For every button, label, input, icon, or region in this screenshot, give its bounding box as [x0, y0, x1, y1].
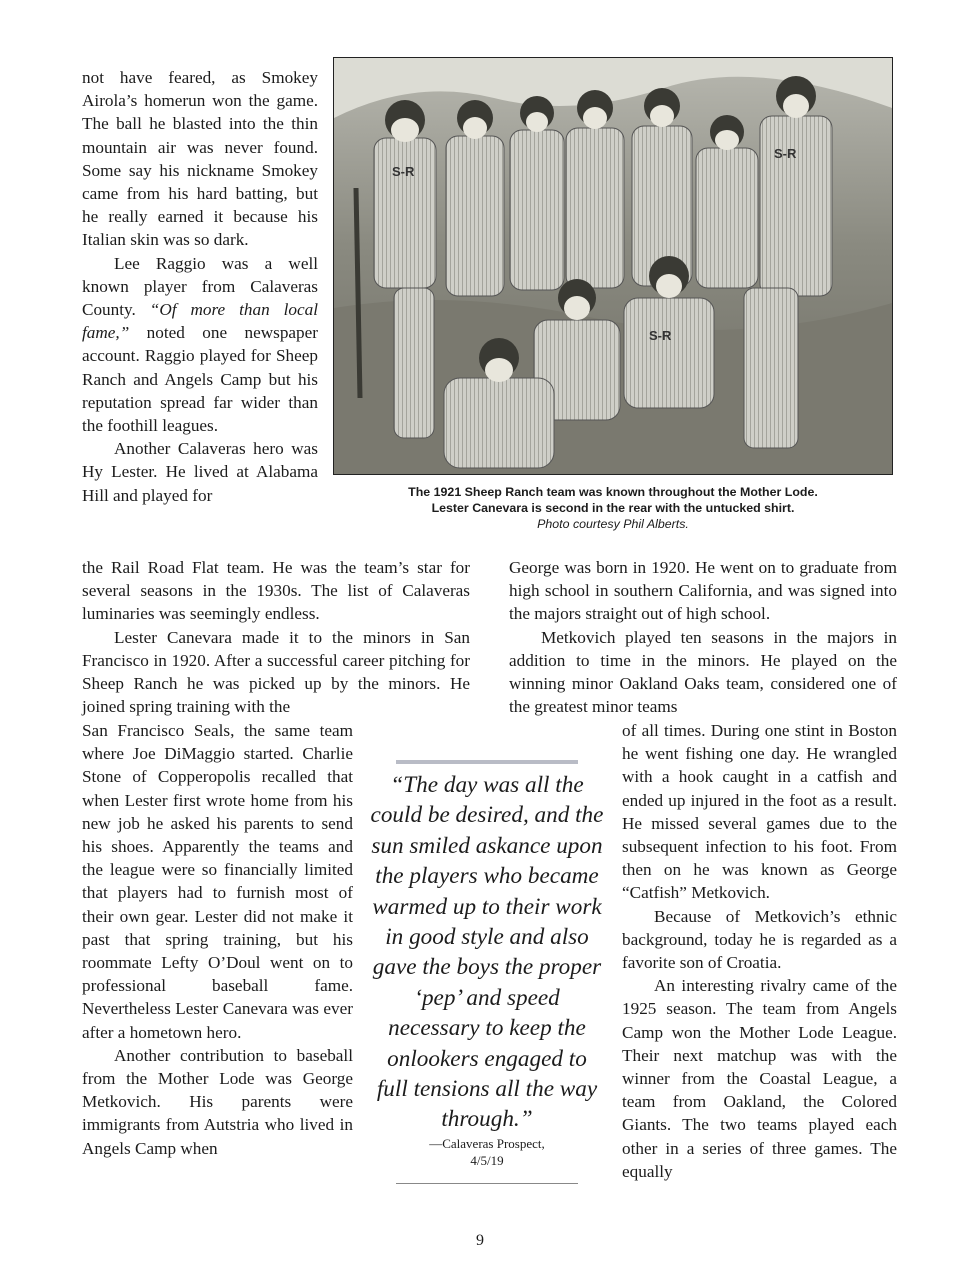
paragraph-rivalry: An interesting rivalry came of the 1925 season. The team from Angels Camp won the Mother Lode League. Their next matchup was with the winner from the Coastal League, a team from Oakland, the Colored Giants. The two teams played each other in a series of three games. The equally	[622, 976, 897, 1181]
paragraph-smokey-airola: not have feared, as Smokey Airola’s homerun won the game. The ball he blasted into the thin mountain air was never found. Some say his nickname Smokey came from his hard batting, but he really earned it because his Italian skin was so dark.	[82, 68, 318, 250]
body-text-right-top	[509, 556, 897, 718]
pullquote-source	[396, 1135, 578, 1169]
jersey-label-3: S-R	[649, 328, 672, 343]
raggio-quote: “Of more than local fame,”	[82, 300, 319, 343]
raggio-text-2: noted one newspaper account. Raggio played for Sheep Ranch and Angels Camp but his reputation spread far wider than the foothill leagues.	[82, 323, 318, 436]
paragraph-metkovich-majors-cont: of all times. During one stint in Boston he went fishing one day. He wrangled with a hook caught in a catfish and ended up injured in the foot as a result. He missed several games due to the subsequent infection to his foot. From then on he was known as George “Catfish” Metkovich.	[622, 721, 897, 903]
pullquote-top-rule	[396, 760, 578, 764]
jersey-label-2: S-R	[774, 146, 797, 161]
body-text-right-bottom	[622, 719, 897, 1183]
paragraph-metkovich-majors: Metkovich played ten seasons in the majors in addition to time in the minors. He played on the winning minor Oakland Oaks team, considered one of the greatest minor teams	[509, 627, 897, 717]
pullquote-source-date: 4/5/19	[470, 1153, 504, 1168]
caption-line-1: The 1921 Sheep Ranch team was known throughout the Mother Lode.	[408, 485, 818, 499]
jersey-label-1: S-R	[392, 164, 415, 179]
paragraph-george-metkovich-cont: George was born in 1920. He went on to graduate from high school in southern California, and was signed into the majors straight out of high school.	[509, 558, 897, 624]
pullquote: “The day was all the could be desired, and the sun smiled askance upon the players who became warmed up to their work in good style and also gave the boys the proper ‘pep’ and speed necessary to keep the onlookers engaged to full tensions all the way through.”	[370, 772, 604, 1133]
pullquote-source-name: —Calaveras Prospect,	[429, 1136, 545, 1151]
paragraph-george-metkovich: Another contribution to baseball from the Mother Lode was George Metkovich. His parents were immigrants from Autstria who lived in Angels Camp when	[82, 1045, 353, 1158]
raggio-text-1: Lee Raggio was a well known player from Calaveras County.	[82, 253, 318, 320]
body-text-left-top	[82, 66, 318, 507]
paragraph-lee-raggio	[82, 252, 318, 438]
team-photo	[333, 57, 893, 475]
body-text-left-wide	[82, 556, 470, 718]
photo-caption	[333, 484, 893, 532]
caption-line-2: Lester Canevara is second in the rear with the untucked shirt.	[431, 501, 795, 515]
photo-credit: Photo courtesy Phil Alberts.	[537, 517, 689, 531]
pullquote-bottom-rule	[396, 1183, 578, 1184]
paragraph-croatia: Because of Metkovich’s ethnic background, today he is regarded as a favorite son of Croatia.	[622, 906, 897, 973]
paragraph-hy-lester-cont: the Rail Road Flat team. He was the team’s star for several seasons in the 1930s. The list of Calaveras luminaries was seemingly endless.	[82, 558, 470, 624]
paragraph-lester-canevara-cont: San Francisco Seals, the same team where Joe DiMaggio started. Charlie Stone of Copperopolis recalled that when Lester first wrote home from his new job he asked his parents to send his shoes. Apparently the teams and the league were so financially limited that players had to furnish most of their own gear. Lester did not make it past that spring training, but his roommate Lefty O’Doul went on to professional baseball fame. Nevertheless Lester Canevara was ever after a hometown hero.	[82, 721, 353, 1042]
team-photo-illustration	[334, 58, 892, 474]
paragraph-hy-lester: Another Calaveras hero was Hy Lester. He lived at Alabama Hill and played for	[82, 439, 318, 505]
page-number: 9	[476, 1232, 484, 1249]
paragraph-lester-canevara: Lester Canevara made it to the minors in San Francisco in 1920. After a successful career pitching for Sheep Ranch he was picked up by the minors. He joined spring training with the	[82, 627, 470, 717]
body-text-left-bottom	[82, 719, 353, 1160]
